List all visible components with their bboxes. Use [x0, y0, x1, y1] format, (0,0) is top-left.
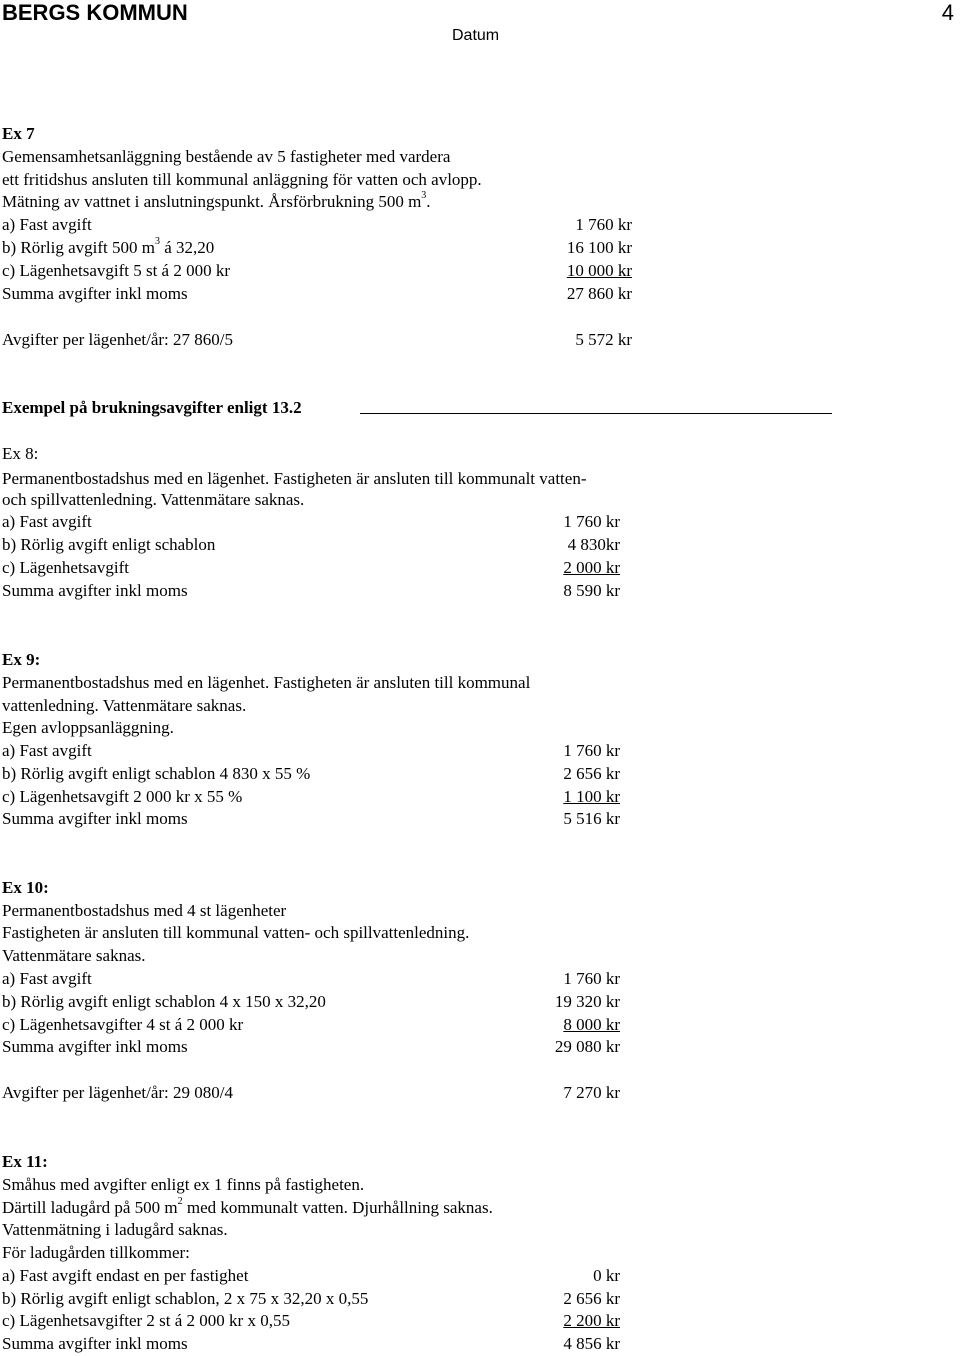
- ex8-fixed-fee-amount: 1 760 kr: [563, 512, 620, 531]
- date-label: Datum: [452, 27, 500, 44]
- ex7-description-line: Gemensamhetsanläggning bestående av 5 fastigheter med vardera: [2, 147, 451, 166]
- ex9-title: Ex 9:: [2, 650, 41, 669]
- ex10-title: Ex 10:: [2, 878, 49, 897]
- ex9-variable-fee-label: b) Rörlig avgift enligt schablon 4 830 x 55 %: [2, 764, 311, 783]
- ex8-apartment-fee-label: c) Lägenhetsavgift: [2, 558, 129, 577]
- ex7-fixed-fee-amount: 1 760 kr: [575, 215, 632, 234]
- ex9-total-label: Summa avgifter inkl moms: [2, 809, 188, 828]
- ex10-description-line: Permanentbostadshus med 4 st lägenheter: [2, 901, 287, 920]
- ex11-description-line: Vattenmätning i ladugård saknas.: [2, 1220, 228, 1239]
- ex10-description-line: Fastigheten är ansluten till kommunal vatten- och spillvattenledning.: [2, 923, 470, 942]
- ex8-variable-fee-label: b) Rörlig avgift enligt schablon: [2, 535, 216, 554]
- ex10-total-amount: 29 080 kr: [554, 1037, 620, 1056]
- ex10-variable-fee-amount: 19 320 kr: [554, 992, 620, 1011]
- ex11-apartment-fee-amount: 2 200 kr: [563, 1311, 620, 1330]
- ex11-barn-area-exponent: 2: [177, 1196, 183, 1208]
- ex7-consumption-text: Mätning av vattnet i anslutningspunkt. Årsförbrukning 500 m: [2, 192, 422, 211]
- ex8-total-label: Summa avgifter inkl moms: [2, 581, 188, 600]
- ex9-description-line: vattenledning. Vattenmätare saknas.: [2, 696, 247, 715]
- ex11-variable-fee-label: b) Rörlig avgift enligt schablon, 2 x 75 x 32,20 x 0,55: [2, 1289, 369, 1308]
- ex7-title: Ex 7: [2, 124, 35, 143]
- ex7-per-apartment-label: Avgifter per lägenhet/år: 27 860/5: [2, 330, 233, 349]
- ex10-apartment-fee-label: c) Lägenhetsavgifter 4 st á 2 000 kr: [2, 1015, 244, 1034]
- ex7-description-line: ett fritidshus ansluten till kommunal anläggning för vatten och avlopp.: [2, 170, 482, 189]
- ex8-description-line: och spillvattenledning. Vattenmätare saknas.: [2, 490, 305, 509]
- ex8-fixed-fee-label: a) Fast avgift: [2, 512, 92, 531]
- ex7-variable-fee-text: b) Rörlig avgift 500 m: [2, 238, 155, 257]
- ex11-apartment-fee-label: c) Lägenhetsavgifter 2 st á 2 000 kr x 0,55: [2, 1311, 290, 1330]
- ex11-fixed-fee-label: a) Fast avgift endast en per fastighet: [2, 1266, 249, 1285]
- ex10-per-apartment-label: Avgifter per lägenhet/år: 29 080/4: [2, 1083, 233, 1102]
- page-number: 4: [941, 0, 954, 25]
- ex11-total-amount: 4 856 kr: [563, 1334, 620, 1353]
- ex8-apartment-fee-amount: 2 000 kr: [563, 558, 620, 577]
- ex11-description-line: [2, 1197, 493, 1219]
- ex11-barn-text-end: med kommunalt vatten. Djurhållning saknas.: [182, 1198, 493, 1217]
- ex8-title: Ex 8:: [2, 444, 39, 463]
- ex11-description-line: Småhus med avgifter enligt ex 1 finns på fastigheten.: [2, 1175, 365, 1194]
- ex7-per-apartment-amount: 5 572 kr: [575, 330, 632, 349]
- ex7-fixed-fee-label: a) Fast avgift: [2, 215, 92, 234]
- ex7-total-amount: 27 860 kr: [566, 284, 632, 303]
- ex11-description-line: För ladugården tillkommer:: [2, 1243, 190, 1262]
- ex9-apartment-fee-amount: 1 100 kr: [563, 787, 620, 806]
- ex7-consumption-period: .: [426, 192, 431, 211]
- organization-name: BERGS KOMMUN: [2, 0, 188, 25]
- ex11-variable-fee-amount: 2 656 kr: [563, 1289, 620, 1308]
- ex11-title: Ex 11:: [2, 1152, 48, 1171]
- ex10-total-label: Summa avgifter inkl moms: [2, 1037, 188, 1056]
- ex9-description-line: Permanentbostadshus med en lägenhet. Fastigheten är ansluten till kommunal: [2, 673, 531, 692]
- ex10-per-apartment-amount: 7 270 kr: [563, 1083, 620, 1102]
- ex8-description-line: Permanentbostadshus med en lägenhet. Fastigheten är ansluten till kommunalt vatten-: [2, 469, 587, 488]
- ex11-fixed-fee-amount: 0 kr: [593, 1266, 620, 1285]
- ex7-description-line: [2, 191, 431, 213]
- ex11-total-label: Summa avgifter inkl moms: [2, 1334, 188, 1353]
- section-heading: Exempel på brukningsavgifter enligt 13.2: [2, 398, 302, 417]
- ex10-fixed-fee-amount: 1 760 kr: [563, 969, 620, 988]
- ex9-description-line: Egen avloppsanläggning.: [2, 718, 174, 737]
- ex8-total-amount: 8 590 kr: [563, 581, 620, 600]
- ex7-apartment-fee-amount: 10 000 kr: [566, 261, 632, 280]
- ex7-variable-fee-label: [2, 237, 214, 259]
- ex7-total-label: Summa avgifter inkl moms: [2, 284, 188, 303]
- ex9-apartment-fee-label: c) Lägenhetsavgift 2 000 kr x 55 %: [2, 787, 243, 806]
- ex10-description-line: Vattenmätare saknas.: [2, 946, 146, 965]
- ex9-variable-fee-amount: 2 656 kr: [563, 764, 620, 783]
- section-heading-underline: [360, 413, 832, 414]
- ex9-fixed-fee-label: a) Fast avgift: [2, 741, 92, 760]
- ex11-barn-text: Därtill ladugård på 500 m: [2, 1198, 178, 1217]
- ex9-fixed-fee-amount: 1 760 kr: [563, 741, 620, 760]
- ex10-fixed-fee-label: a) Fast avgift: [2, 969, 92, 988]
- ex7-variable-fee-rate: á 32,20: [159, 238, 215, 257]
- ex7-consumption-unit-exponent: 3: [421, 190, 427, 202]
- ex8-variable-fee-amount: 4 830kr: [567, 535, 620, 554]
- ex7-variable-fee-exponent: 3: [154, 236, 160, 248]
- ex7-variable-fee-amount: 16 100 kr: [566, 238, 632, 257]
- ex7-apartment-fee-label: c) Lägenhetsavgift 5 st á 2 000 kr: [2, 261, 231, 280]
- ex10-apartment-fee-amount: 8 000 kr: [563, 1015, 620, 1034]
- ex9-total-amount: 5 516 kr: [563, 809, 620, 828]
- ex10-variable-fee-label: b) Rörlig avgift enligt schablon 4 x 150 x 32,20: [2, 992, 326, 1011]
